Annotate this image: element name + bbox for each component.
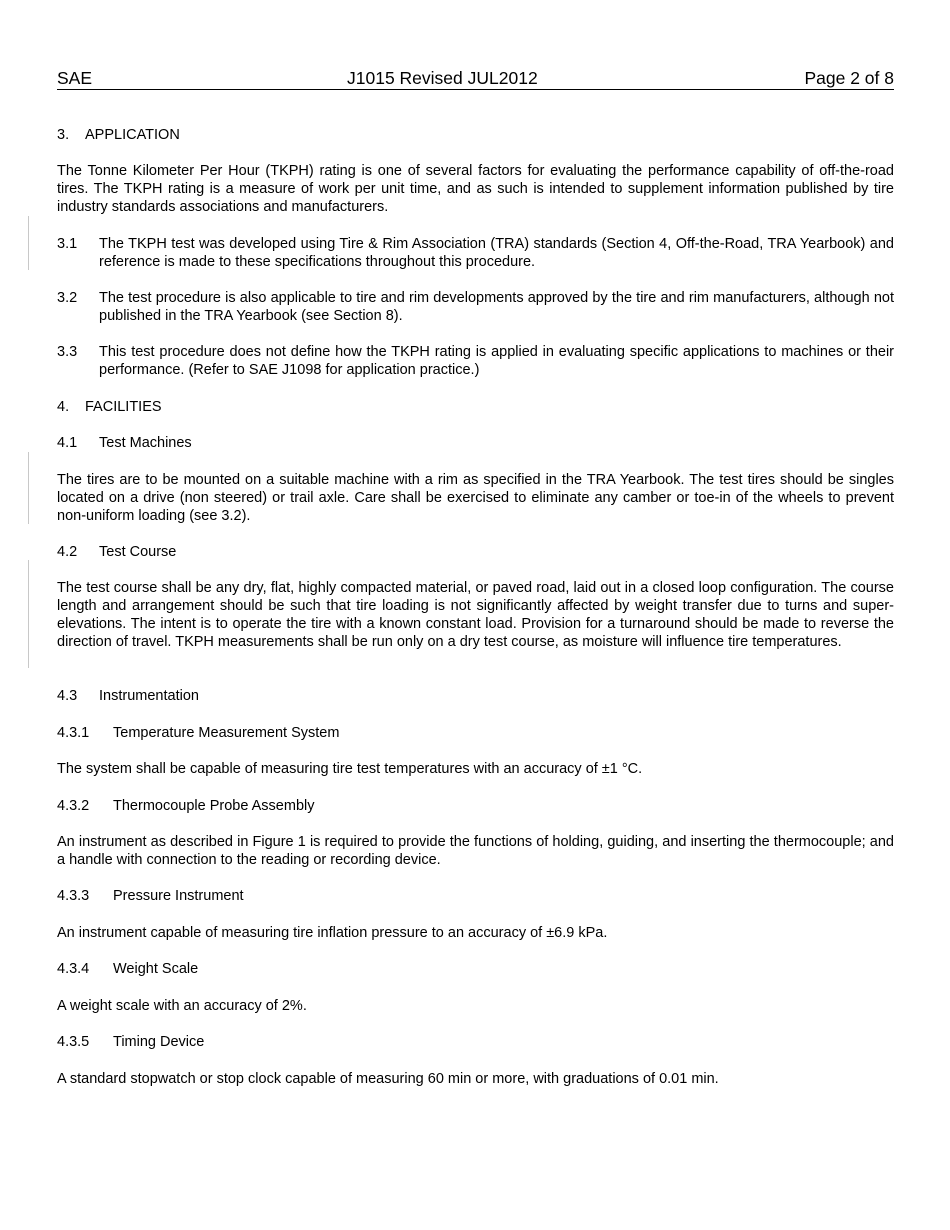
section-title: FACILITIES (85, 399, 162, 415)
paragraph-temperature-system: The system shall be capable of measuring tire test temperatures with an accuracy of ±1 °C. (57, 761, 643, 777)
section-heading-3 (57, 126, 180, 144)
paragraph-application: The Tonne Kilometer Per Hour (TKPH) rating is one of several factors for evaluating the performance capability of off-the-road tires. The TKPH rating is a measure of work per unit time, and as such is intended to supplement information published by tire industry standards associations and manufacturers. (57, 163, 894, 215)
section-number: 4.3.3 (57, 888, 90, 904)
subsection-heading-4-3-2 (57, 797, 315, 815)
subsection-heading-4-3-1 (57, 724, 339, 742)
clause-3-1 (57, 235, 894, 271)
clause-number: 3.1 (57, 236, 78, 252)
subsection-heading-4-3-4 (57, 960, 198, 978)
header-doc-id: J1015 Revised JUL2012 (347, 68, 538, 88)
clause-3-3 (57, 343, 894, 379)
section-title: Weight Scale (113, 961, 199, 977)
clause-3-2 (57, 289, 894, 325)
paragraph-weight-scale: A weight scale with an accuracy of 2%. (57, 998, 307, 1014)
subsection-heading-4-1 (57, 434, 192, 452)
clause-text: The test procedure is also applicable to tire and rim developments approved by the tire and rim manufacturers, although not published in the TRA Yearbook (see Section 8). (99, 290, 894, 324)
subsection-heading-4-2 (57, 543, 176, 561)
header-page-number: Page 2 of 8 (804, 68, 894, 88)
subsection-heading-4-3 (57, 687, 199, 705)
section-title: APPLICATION (85, 127, 180, 143)
section-title: Timing Device (113, 1034, 205, 1050)
section-title: Pressure Instrument (113, 888, 244, 904)
section-title: Instrumentation (99, 688, 199, 704)
section-heading-4 (57, 398, 162, 416)
section-title: Temperature Measurement System (113, 725, 340, 741)
section-title: Thermocouple Probe Assembly (113, 798, 315, 814)
subsection-heading-4-3-5 (57, 1033, 204, 1051)
section-number: 4.3.4 (57, 961, 90, 977)
clause-number: 3.3 (57, 344, 78, 360)
clause-text: This test procedure does not define how the TKPH rating is applied in evaluating specific applications to machines or their performance. (Refer to SAE J1098 for application practice.) (99, 344, 894, 378)
section-number: 3. (57, 127, 70, 143)
section-number: 4.3 (57, 688, 78, 704)
header-org: SAE (57, 68, 93, 88)
section-number: 4.3.2 (57, 798, 90, 814)
section-number: 4. (57, 399, 70, 415)
section-number: 4.3.1 (57, 725, 90, 741)
paragraph-test-machines: The tires are to be mounted on a suitable machine with a rim as specified in the TRA Yearbook. The test tires should be singles located on a drive (non steered) or trail axle. Care shall be exercised to eliminate any camber or toe-in of the wheels to prevent non-uniform loading (see 3.2). (57, 472, 894, 524)
section-title: Test Course (99, 544, 177, 560)
paragraph-pressure-instrument: An instrument capable of measuring tire inflation pressure to an accuracy of ±6.9 kPa. (57, 925, 608, 941)
section-title: Test Machines (99, 435, 192, 451)
clause-text: The TKPH test was developed using Tire & Rim Association (TRA) standards (Section 4, Off-the-Road, TRA Yearbook) and reference is made to these specifications throughout this procedure. (99, 236, 894, 270)
subsection-heading-4-3-3 (57, 887, 244, 905)
paragraph-thermocouple: An instrument as described in Figure 1 is required to provide the functions of holding, guiding, and inserting the thermocouple; and a handle with connection to the reading or recording device. (57, 834, 894, 868)
section-number: 4.2 (57, 544, 78, 560)
change-bar (28, 452, 29, 524)
clause-number: 3.2 (57, 290, 78, 306)
section-number: 4.3.5 (57, 1034, 90, 1050)
section-number: 4.1 (57, 435, 78, 451)
paragraph-test-course: The test course shall be any dry, flat, highly compacted material, or paved road, laid out in a closed loop configuration. The course length and arrangement should be such that tire loading is not significantly affected by weight transfer due to turns and super-elevations. The intent is to operate the tire with a known constant load. Provision for a turnaround should be made to reverse the direction of travel. TKPH measurements shall be run only on a dry test course, as moisture will influence tire temperatures. (57, 580, 894, 650)
paragraph-timing-device: A standard stopwatch or stop clock capable of measuring 60 min or more, with graduations of 0.01 min. (57, 1071, 719, 1087)
change-bar (28, 560, 29, 668)
page-header (57, 67, 894, 90)
change-bar (28, 216, 29, 270)
